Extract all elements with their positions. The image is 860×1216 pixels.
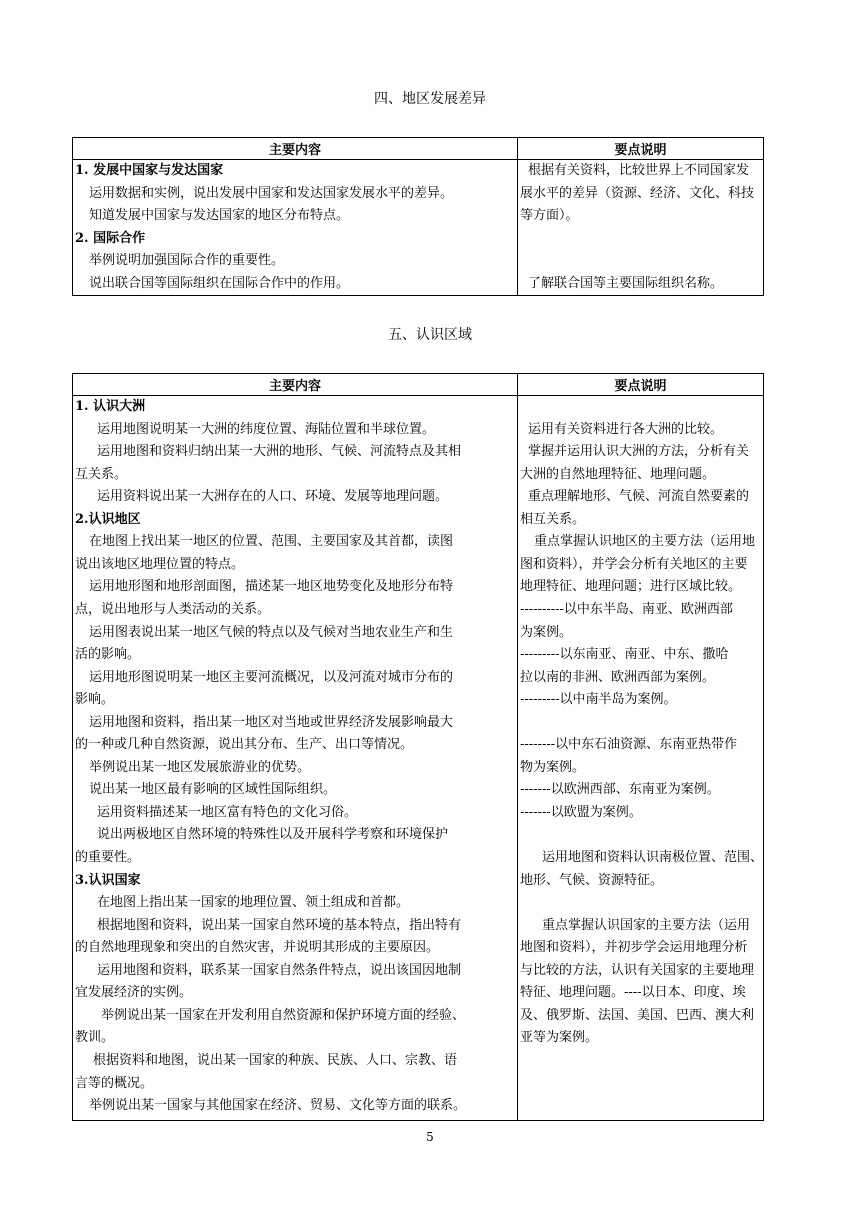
- content-line: 的重要性。: [75, 850, 141, 865]
- content-line: 在地图上指出某一国家的地理位置、领土组成和首都。: [97, 895, 410, 911]
- content-line: 运用地图和资料归纳出某一大洲的地形、气候、河流特点及其相: [97, 444, 462, 460]
- content-line: 说出联合国等国际组织在国际合作中的作用。: [89, 275, 350, 291]
- section-5-table: [72, 373, 764, 1121]
- content-line: 的自然地理现象和突出的自然灾害，并说明其形成的主要原因。: [75, 940, 440, 956]
- note-line: 地形、气候、资源特征。: [520, 872, 664, 888]
- content-line: 在地图上找出某一地区的位置、范围、主要国家及其首都，读图: [89, 534, 454, 550]
- content-line: 举例说明加强国际合作的重要性。: [89, 253, 285, 268]
- table-row: [73, 160, 764, 296]
- note-line: 大洲的自然地理特征、地理问题。: [520, 466, 716, 482]
- note-line: 拉以南的非洲、欧洲西部为案例。: [520, 669, 716, 685]
- main-content-lines: [73, 160, 517, 295]
- content-line: 根据资料和地图，说出某一国家的种族、民族、人口、宗教、语: [93, 1052, 458, 1068]
- subsection-heading: 2. 国际合作: [75, 230, 146, 246]
- note-line: 亚等为案例。: [520, 1030, 599, 1046]
- note-line: 重点理解地形、气候、河流自然要素的: [528, 489, 750, 505]
- note-line: 运用地图和资料认识南极位置、范围、: [542, 850, 763, 865]
- content-line: 举例说出某一国家与其他国家在经济、贸易、文化等方面的联系。: [89, 1098, 467, 1114]
- content-line: 说出该地区地理位置的特点。: [75, 556, 245, 572]
- header-key-notes: 要点说明: [518, 374, 764, 396]
- content-line: 说出某一地区最有影响的区域性国际组织。: [89, 782, 337, 798]
- note-line: 掌握并运用认识大洲的方法，分析有关: [528, 444, 750, 460]
- content-line: 言等的概况。: [75, 1075, 154, 1091]
- note-line: 了解联合国等主要国际组织名称。: [528, 275, 724, 291]
- content-line: 举例说出某一地区发展旅游业的优势。: [89, 759, 311, 775]
- page-number: 5: [426, 1130, 434, 1144]
- note-line: 物为案例。: [520, 759, 586, 775]
- note-line: -------以欧洲西部、东南亚为案例。: [520, 782, 720, 798]
- header-key-notes: 要点说明: [518, 138, 764, 160]
- table-header-row: [73, 374, 764, 396]
- content-line: 运用图表说出某一地区气候的特点以及气候对当地农业生产和生: [89, 624, 454, 640]
- note-line: 重点掌握认识国家的主要方法（运用: [542, 917, 751, 933]
- section-5-title: 五、认识区域: [388, 327, 472, 343]
- content-line: 运用地形图说明某一地区主要河流概况，以及河流对城市分布的: [89, 669, 454, 685]
- content-line: 教训。: [75, 1030, 115, 1046]
- main-content-cell: [73, 160, 518, 296]
- key-notes-lines: [518, 160, 763, 295]
- note-line: 重点掌握认识地区的主要方法（运用地: [534, 534, 756, 550]
- main-content-lines: [73, 396, 517, 1120]
- content-line: 运用资料说出某一大洲存在的人口、环境、发展等地理问题。: [97, 489, 449, 505]
- content-line: 举例说出某一国家在开发利用自然资源和保护环境方面的经验、: [101, 1007, 466, 1023]
- note-line: ----------以中东半岛、南亚、欧洲西部: [520, 601, 733, 617]
- table-row: [73, 396, 764, 1121]
- content-line: 运用地图和资料，联系某一国家自然条件特点，说出该国因地制: [97, 962, 462, 978]
- content-line: 运用地图说明某一大洲的纬度位置、海陆位置和半球位置。: [97, 421, 436, 437]
- content-line: 运用地图和资料，指出某一地区对当地或世界经济发展影响最大: [89, 714, 454, 730]
- key-notes-lines: [518, 396, 763, 1120]
- note-line: 为案例。: [520, 624, 573, 640]
- key-notes-cell: [518, 396, 764, 1121]
- note-line: 根据有关资料，比较世界上不同国家发: [528, 163, 750, 178]
- content-line: 知道发展中国家与发达国家的地区分布特点。: [89, 208, 350, 223]
- content-line: 运用数据和实例，说出发展中国家和发达国家发展水平的差异。: [89, 185, 454, 201]
- content-line: 活的影响。: [75, 647, 141, 663]
- note-line: --------以中东石油资源、东南亚热带作: [520, 737, 738, 753]
- main-content-cell: [73, 396, 518, 1121]
- content-line: 运用地形图和地形剖面图，描述某一地区地势变化及地形分布特: [89, 579, 454, 595]
- note-line: 地图和资料），并初步学会运用地理分析: [520, 940, 748, 956]
- subsection-heading: 2.认识地区: [75, 511, 141, 527]
- note-line: 及、俄罗斯、法国、美国、巴西、澳大利: [520, 1007, 755, 1023]
- content-line: 根据地图和资料，说出某一国家自然环境的基本特点，指出特有: [97, 917, 462, 933]
- header-main-content: 主要内容: [73, 374, 518, 396]
- content-line: 说出两极地区自然环境的特殊性以及开展科学考察和环境保护: [97, 827, 449, 843]
- content-line: 点，说出地形与人类活动的关系。: [75, 601, 271, 617]
- table-header-row: [73, 138, 764, 160]
- section-4-title: 四、地区发展差异: [374, 91, 486, 107]
- section-4-table: [72, 137, 764, 296]
- subsection-heading: 1. 认识大洲: [75, 399, 146, 414]
- note-line: 地理特征、地理问题；进行区域比较。: [520, 579, 742, 595]
- content-line: 互关系。: [75, 466, 128, 482]
- note-line: -------以欧盟为案例。: [520, 804, 642, 820]
- note-line: 相互关系。: [520, 511, 586, 527]
- subsection-heading: 1. 发展中国家与发达国家: [75, 163, 224, 178]
- content-line: 的一种或几种自然资源，说出其分布、生产、出口等情况。: [75, 737, 414, 753]
- header-main-content: 主要内容: [73, 138, 518, 160]
- note-line: ---------以中南半岛为案例。: [520, 692, 677, 708]
- key-notes-cell: [518, 160, 764, 296]
- content-line: 宜发展经济的实例。: [75, 985, 193, 1001]
- content-line: 运用资料描述某一地区富有特色的文化习俗。: [97, 804, 358, 820]
- content-line: 影响。: [75, 692, 115, 708]
- note-line: 展水平的差异（资源、经济、文化、科技: [520, 185, 755, 201]
- subsection-heading: 3.认识国家: [75, 872, 141, 888]
- note-line: 与比较的方法，认识有关国家的主要地理: [520, 962, 755, 978]
- note-line: 等方面）。: [520, 208, 579, 223]
- note-line: 运用有关资料进行各大洲的比较。: [528, 421, 724, 437]
- note-line: ---------以东南亚、南亚、中东、撒哈: [520, 647, 729, 663]
- note-line: 图和资料），并学会分析有关地区的主要: [520, 556, 748, 572]
- note-line: 特征、地理问题。----以日本、印度、埃: [520, 985, 746, 1001]
